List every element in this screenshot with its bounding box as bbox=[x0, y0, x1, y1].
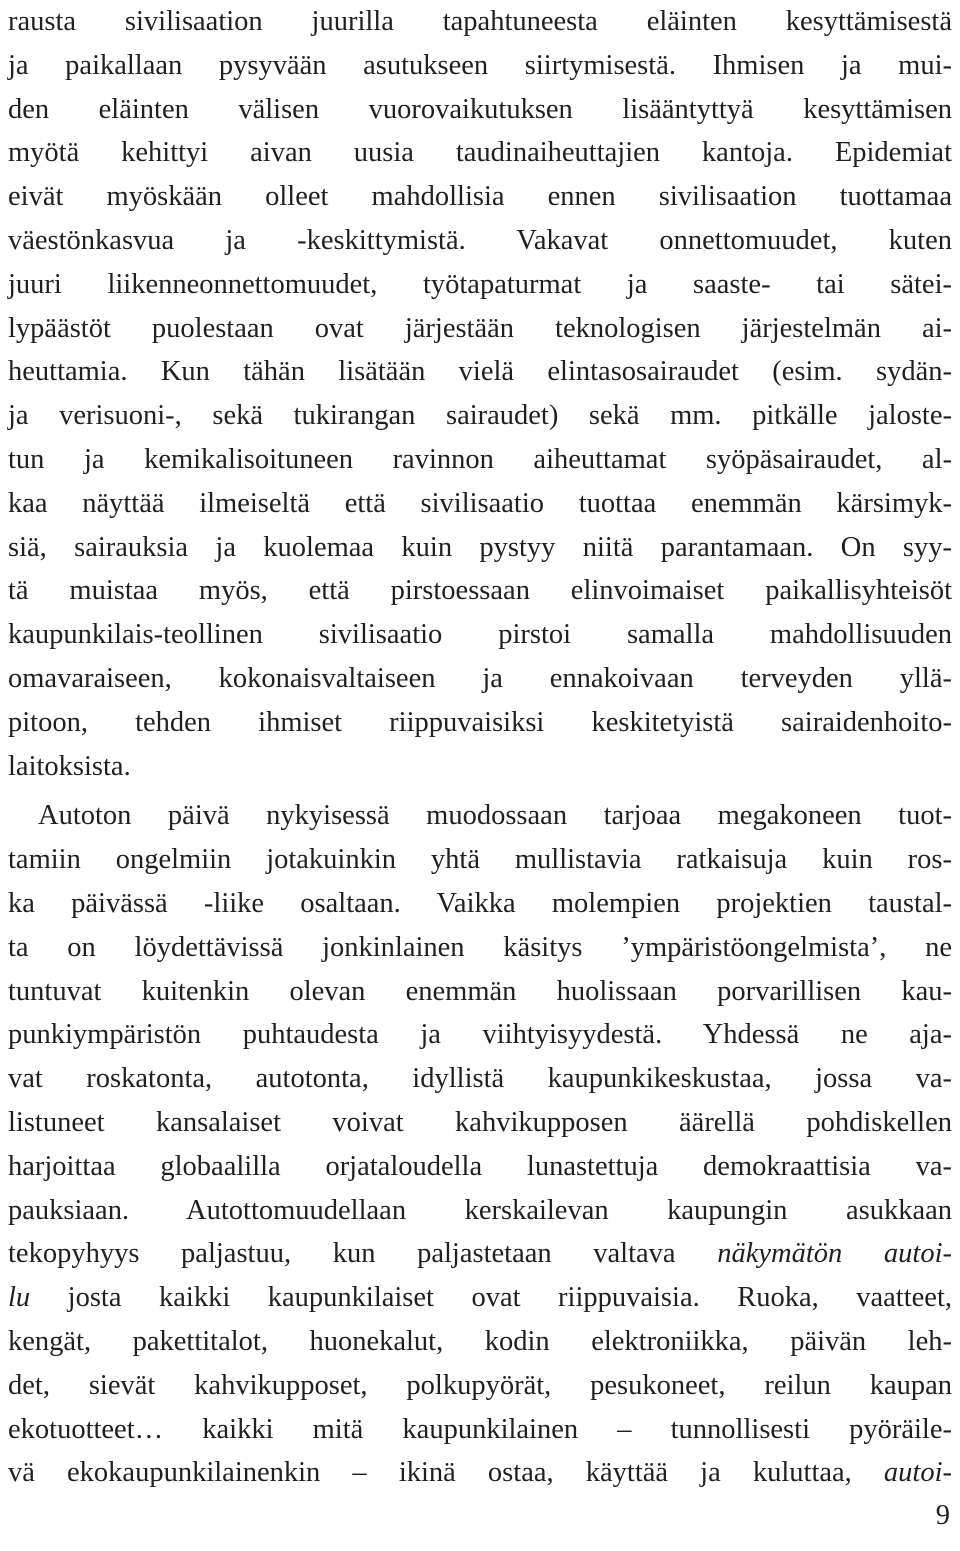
text-line: laitoksista. bbox=[8, 750, 131, 782]
text-line: tun ja kemikalisoituneen ravinnon aiheuttamat syöpäsairaudet, al- bbox=[8, 443, 952, 475]
text-line: väestönkasvua ja -keskittymistä. Vakavat onnettomuudet, kuten bbox=[8, 224, 952, 256]
text-line: Autoton päivä nykyisessä muodossaan tarjoaa megakoneen tuot- bbox=[38, 800, 952, 832]
text-line: lypäästöt puolestaan ovat järjestään teknologisen järjestelmän ai- bbox=[8, 312, 952, 344]
text-segment: vä ekokaupunkilainenkin – ikinä ostaa, käyttää ja kuluttaa, bbox=[8, 1457, 884, 1489]
text-line: den eläinten välisen vuorovaikutuksen lisääntyttyä kesyttämisen bbox=[8, 93, 952, 125]
text-line bbox=[8, 1451, 952, 1495]
italic-text-segment: autoi- bbox=[883, 1457, 952, 1489]
text-line: vat roskatonta, autotonta, idyllistä kaupunkikeskustaa, jossa va- bbox=[8, 1063, 952, 1095]
paragraph-1 bbox=[8, 0, 952, 788]
text-line: pauksiaan. Autottomuudellaan kerskailevan kaupungin asukkaan bbox=[8, 1194, 952, 1226]
text-line: juuri liikenneonnettomuudet, työtapaturmat ja saaste- tai sätei- bbox=[8, 268, 952, 300]
document-page bbox=[8, 0, 952, 1495]
text-line: det, sievät kahvikupposet, polkupyörät, pesukoneet, reilun kaupan bbox=[8, 1369, 952, 1401]
text-line: ja paikallaan pysyvään asutukseen siirtymisestä. Ihmisen ja mui- bbox=[8, 49, 952, 81]
text-line: punkiympäristön puhtaudesta ja viihtyisyydestä. Yhdessä ne aja- bbox=[8, 1019, 952, 1051]
text-line: kaa näyttää ilmeiseltä että sivilisaatio tuottaa enemmän kärsimyk- bbox=[8, 487, 952, 519]
text-line: tamiin ongelmiin jotakuinkin yhtä mullistavia ratkaisuja kuin ros- bbox=[8, 844, 952, 876]
text-line: myötä kehittyi aivan uusia taudinaiheuttajien kantoja. Epidemiat bbox=[8, 137, 952, 169]
italic-text-segment: lu bbox=[8, 1282, 31, 1314]
text-line: harjoittaa globaalilla orjataloudella lunastettuja demokraattisia va- bbox=[8, 1150, 952, 1182]
text-line: ekotuotteet… kaikki mitä kaupunkilainen – tunnollisesti pyöräile- bbox=[8, 1413, 952, 1445]
text-line bbox=[8, 1276, 952, 1320]
italic-text-segment: näkymätön autoi- bbox=[717, 1238, 952, 1270]
text-line: heuttamia. Kun tähän lisätään vielä elintasosairaudet (esim. sydän- bbox=[8, 356, 952, 388]
text-line: tuntuvat kuitenkin olevan enemmän huolissaan porvarillisen kau- bbox=[8, 975, 952, 1007]
text-line: pitoon, tehden ihmiset riippuvaisiksi keskitetyistä sairaidenhoito- bbox=[8, 706, 952, 738]
text-line: ka päivässä -liike osaltaan. Vaikka molempien projektien taustal- bbox=[8, 887, 952, 919]
text-line bbox=[8, 1232, 952, 1276]
text-line: ta on löydettävissä jonkinlainen käsitys ’ympäristöongelmista’, ne bbox=[8, 931, 952, 963]
text-line: kengät, pakettitalot, huonekalut, kodin elektroniikka, päivän leh- bbox=[8, 1325, 952, 1357]
text-line: ja verisuoni-, sekä tukirangan sairaudet) sekä mm. pitkälle jaloste- bbox=[8, 400, 952, 432]
page-number: 9 bbox=[935, 1500, 950, 1531]
text-line: tä muistaa myös, että pirstoessaan elinvoimaiset paikallisyhteisöt bbox=[8, 575, 952, 607]
text-line: listuneet kansalaiset voivat kahvikupposen äärellä pohdiskellen bbox=[8, 1106, 952, 1138]
text-line: siä, sairauksia ja kuolemaa kuin pystyy niitä parantamaan. On syy- bbox=[8, 531, 952, 563]
text-segment: tekopyhyys paljastuu, kun paljastetaan valtava bbox=[8, 1238, 718, 1270]
text-line: omavaraiseen, kokonaisvaltaiseen ja ennakoivaan terveyden yllä- bbox=[8, 662, 952, 694]
text-line: kaupunkilais-teollinen sivilisaatio pirstoi samalla mahdollisuuden bbox=[8, 619, 952, 651]
text-line: rausta sivilisaation juurilla tapahtuneesta eläinten kesyttämisestä bbox=[8, 6, 952, 37]
paragraph-2 bbox=[8, 794, 952, 1495]
text-segment: josta kaikki kaupunkilaiset ovat riippuvaisia. Ruoka, vaatteet, bbox=[30, 1282, 952, 1314]
text-line: eivät myöskään olleet mahdollisia ennen sivilisaation tuottamaa bbox=[8, 181, 952, 213]
